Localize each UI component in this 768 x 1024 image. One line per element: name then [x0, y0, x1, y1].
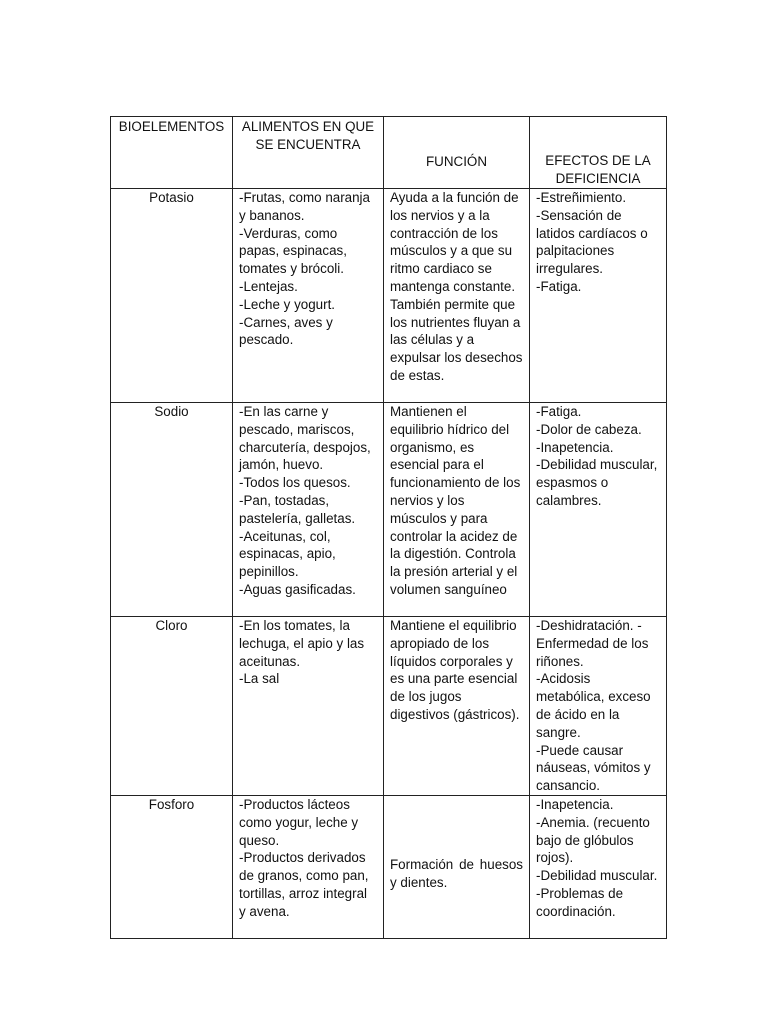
table-row	[111, 617, 667, 796]
funcion-text: Mantiene el equilibrio apropiado de los líquidos corporales y es una parte esencial de los jugos digestivos (gástricos).	[390, 618, 522, 722]
funcion-cell	[384, 403, 530, 617]
bioelement-name: Potasio	[149, 190, 194, 205]
row-name-cell	[111, 403, 233, 617]
funcion-text: Formación de huesos y dientes.	[390, 857, 527, 890]
bioelement-name: Fosforo	[148, 797, 195, 812]
bioelement-name: Cloro	[155, 618, 188, 633]
efectos-text: -Inapetencia. -Anemia. (recuento bajo de glóbulos rojos). -Debilidad muscular. -Problemas de coordinación.	[536, 797, 658, 919]
row-name-cell	[111, 796, 233, 939]
header-funcion: FUNCIÓN	[384, 117, 530, 189]
table-header-row	[111, 117, 667, 189]
row-name-cell	[111, 189, 233, 403]
alimentos-cell	[233, 796, 384, 939]
alimentos-cell	[233, 617, 384, 796]
efectos-cell	[530, 189, 667, 403]
efectos-text: -Fatiga. -Dolor de cabeza. -Inapetencia. -Debilidad muscular, espasmos o calambres.	[536, 404, 658, 508]
header-alimentos: ALIMENTOS EN QUE SE ENCUENTRA	[233, 117, 384, 189]
alimentos-text: -Productos lácteos como yogur, leche y queso. -Productos derivados de granos, como pan, tortillas, arroz integral y avena.	[239, 797, 369, 919]
alimentos-text: -En los tomates, la lechuga, el apio y las aceitunas. -La sal	[239, 618, 365, 687]
funcion-text: Ayuda a la función de los nervios y a la contracción de los músculos y a que su ritmo cardiaco se mantenga constante. También permite que los nutrientes fluyan a las células y a expulsar los desechos de estas.	[390, 190, 527, 383]
efectos-text: -Estreñimiento. -Sensación de latidos cardíacos o palpitaciones irregulares. -Fatiga.	[536, 190, 648, 294]
bioelements-table	[110, 116, 667, 939]
efectos-cell	[530, 403, 667, 617]
funcion-cell	[384, 617, 530, 796]
funcion-cell	[384, 796, 530, 939]
table-row	[111, 189, 667, 403]
funcion-cell	[384, 189, 530, 403]
row-name-cell	[111, 617, 233, 796]
efectos-cell	[530, 617, 667, 796]
header-efectos: EFECTOS DE LA DEFICIENCIA	[530, 117, 667, 189]
alimentos-text: -En las carne y pescado, mariscos, charcutería, despojos, jamón, huevo. -Todos los quesos. -Pan, tostadas, pastelería, galletas. -Aceitunas, col, espinacas, apio, pepinillos. -Aguas gasificadas.	[239, 404, 371, 597]
table-row	[111, 796, 667, 939]
table-row	[111, 403, 667, 617]
funcion-text: Mantienen el equilibrio hídrico del organismo, es esencial para el funcionamiento de los nervios y los músculos y para controlar la acidez de la digestión. Controla la presión arterial y el volumen sanguíneo	[390, 404, 525, 597]
alimentos-cell	[233, 403, 384, 617]
header-bioelementos: BIOELEMENTOS	[111, 117, 233, 189]
alimentos-text: -Frutas, como naranja y bananos. -Verduras, como papas, espinacas, tomates y brócoli. -Lentejas. -Leche y yogurt. -Carnes, aves y pescado.	[239, 190, 370, 348]
efectos-cell	[530, 796, 667, 939]
alimentos-cell	[233, 189, 384, 403]
efectos-text: -Deshidratación. - Enfermedad de los riñones. -Acidosis metabólica, exceso de ácido en la sangre. -Puede causar náuseas, vómitos y cansancio.	[536, 618, 651, 794]
bioelement-name: Sodio	[154, 404, 189, 419]
